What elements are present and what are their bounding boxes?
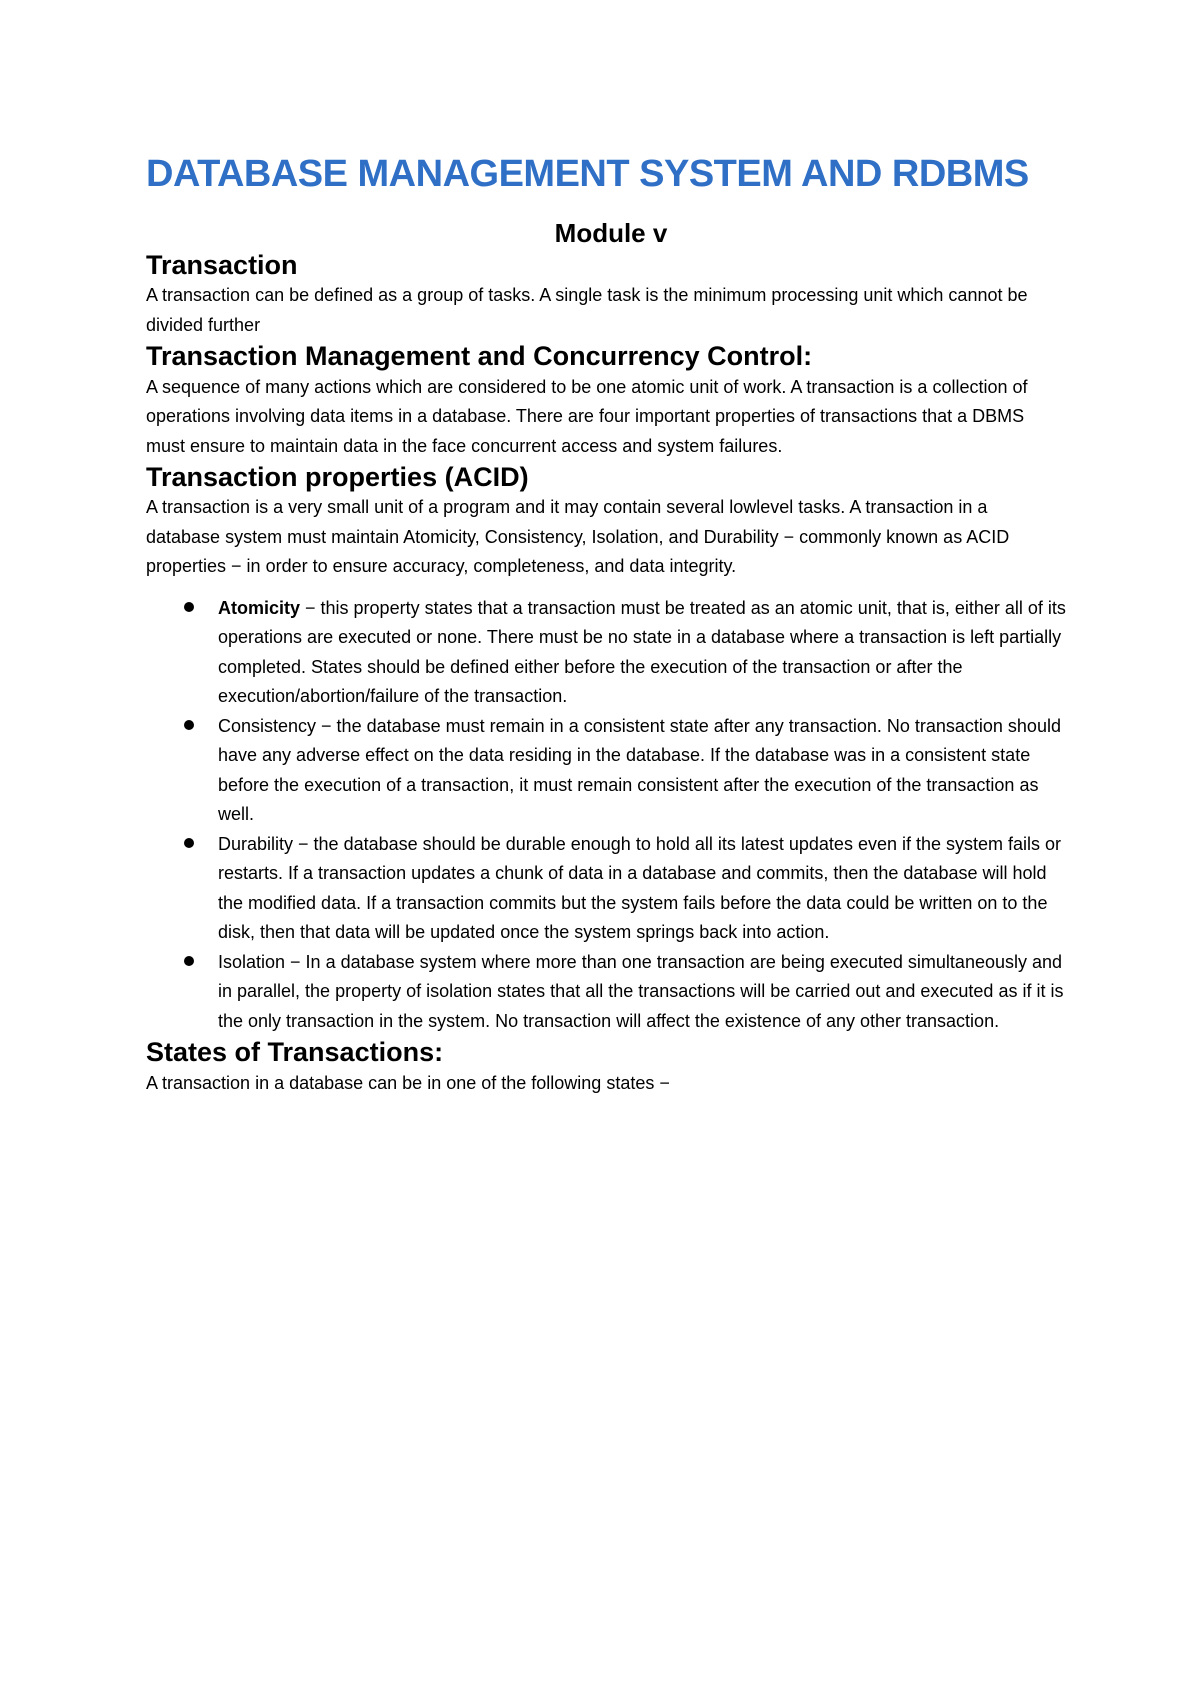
bullet-dot-icon: [184, 720, 194, 730]
acid-term: Durability: [218, 833, 294, 854]
acid-item-atomicity: [146, 594, 1066, 712]
document-title: DATABASE MANAGEMENT SYSTEM AND RDBMS: [146, 153, 1029, 195]
acid-description: − the database must remain in a consistent state after any transaction. No transaction should have any adverse effect on the data residing in the database. If the database was in a consistent state before the execution of a transaction, it must remain consistent after the execution of the transaction as well.: [218, 715, 1061, 825]
paragraph-transaction-properties: A transaction is a very small unit of a program and it may contain several lowlevel tasks. A transaction in a database system must maintain Atomicity, Consistency, Isolation, and Durability − commonly known as ACID properties − in order to ensure accuracy, completeness, and data integrity.: [146, 497, 1010, 577]
acid-term: Atomicity: [218, 597, 301, 618]
heading-transaction: Transaction: [146, 249, 298, 280]
document-page: [146, 140, 1066, 1098]
acid-item-durability: [146, 830, 1066, 948]
acid-term: Isolation: [218, 951, 286, 972]
heading-transaction-properties: Transaction properties (ACID): [146, 462, 529, 493]
paragraph-states-of-transactions: A transaction in a database can be in one of the following states −: [146, 1072, 670, 1093]
acid-list: [146, 594, 1066, 1037]
acid-term: Consistency: [218, 715, 317, 736]
bullet-dot-icon: [184, 602, 194, 612]
bullet-dot-icon: [184, 838, 194, 848]
acid-item-consistency: [146, 712, 1066, 830]
acid-description: − In a database system where more than one transaction are being executed simultaneously and in parallel, the property of isolation states that all the transactions will be carried out and executed as if it is the only transaction in the system. No transaction will affect the existence of any other transaction.: [218, 951, 1064, 1031]
acid-description: − the database should be durable enough to hold all its latest updates even if the system fails or restarts. If a transaction updates a chunk of data in a database and commits, then the database will hold the modified data. If a transaction commits but the system fails before the data could be written on to the disk, then that data will be updated once the system springs back into action.: [218, 833, 1062, 943]
paragraph-transaction-management: A sequence of many actions which are considered to be one atomic unit of work. A transaction is a collection of operations involving data items in a database. There are four important properties of transactions that a DBMS must ensure to maintain data in the face concurrent access and system failures.: [146, 376, 1028, 456]
module-label: Module v: [554, 217, 668, 248]
acid-description: − this property states that a transaction must be treated as an atomic unit, that is, either all of its operations are executed or none. There must be no state in a database where a transaction is left partially completed. States should be defined either before the execution of the transaction or after the execution/abortion/failure of the transaction.: [218, 597, 1066, 707]
heading-states-of-transactions: States of Transactions:: [146, 1037, 444, 1068]
paragraph-transaction: A transaction can be defined as a group of tasks. A single task is the minimum processing unit which cannot be divided further: [146, 285, 1028, 335]
heading-transaction-management: Transaction Management and Concurrency Control:: [146, 341, 813, 372]
acid-item-isolation: [146, 948, 1066, 1037]
bullet-dot-icon: [184, 956, 194, 966]
